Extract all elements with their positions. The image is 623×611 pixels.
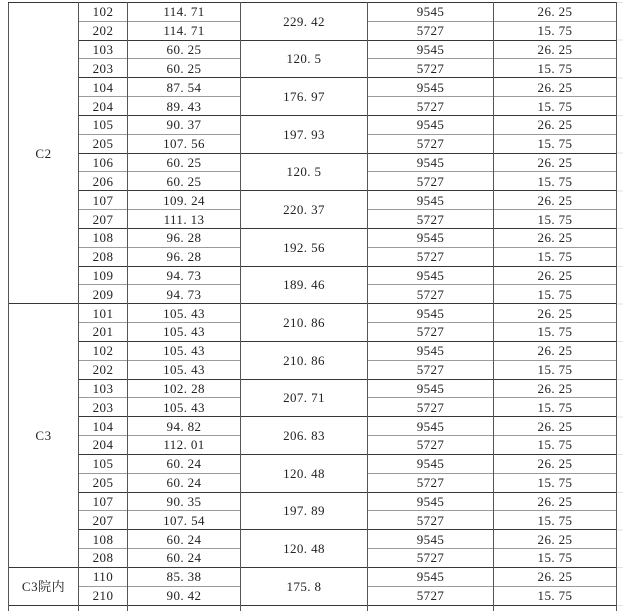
col5-value-cell: 9545 <box>368 304 494 323</box>
pair-total-cell: 207. 71 <box>241 379 368 417</box>
col5-value-cell: 5727 <box>368 210 494 229</box>
table-row-partial <box>9 605 617 611</box>
room-number-cell: 207 <box>79 210 128 229</box>
pair-total-cell: 120. 5 <box>241 40 368 78</box>
area-cell: 114. 71 <box>128 3 241 22</box>
pair-total-cell: 220. 37 <box>241 191 368 229</box>
room-number-cell: 102 <box>79 341 128 360</box>
col5-value-cell: 9545 <box>368 567 494 586</box>
table-row <box>9 3 617 22</box>
area-cell: 107. 54 <box>128 511 241 530</box>
pair-total-cell: 175. 8 <box>241 567 368 605</box>
area-cell: 105. 43 <box>128 341 241 360</box>
area-cell: 60. 25 <box>128 59 241 78</box>
area-cell: 114. 71 <box>128 21 241 40</box>
pair-total-cell: 197. 89 <box>241 492 368 530</box>
col6-value-cell: 26. 25 <box>494 530 617 549</box>
table-row <box>9 78 617 97</box>
col5-value-cell: 5727 <box>368 59 494 78</box>
table-row <box>9 417 617 436</box>
area-cell: 102. 28 <box>128 379 241 398</box>
col6-value-cell: 26. 25 <box>494 454 617 473</box>
col6-value-cell: 26. 25 <box>494 492 617 511</box>
area-cell: 111. 13 <box>128 210 241 229</box>
table-row <box>9 153 617 172</box>
col6-value-cell: 26. 25 <box>494 78 617 97</box>
col5-value-cell: 5727 <box>368 549 494 568</box>
col6-value-cell: 15. 75 <box>494 511 617 530</box>
room-number-cell: 102 <box>79 3 128 22</box>
empty-cell <box>494 605 617 611</box>
room-number-cell: 105 <box>79 454 128 473</box>
col5-value-cell: 5727 <box>368 134 494 153</box>
col6-value-cell: 15. 75 <box>494 323 617 342</box>
col6-value-cell: 26. 25 <box>494 266 617 285</box>
room-number-cell: 105 <box>79 115 128 134</box>
table-row <box>9 492 617 511</box>
area-cell: 94. 73 <box>128 285 241 304</box>
col6-value-cell: 15. 75 <box>494 59 617 78</box>
area-cell: 60. 24 <box>128 454 241 473</box>
room-number-cell: 208 <box>79 549 128 568</box>
area-cell: 105. 43 <box>128 360 241 379</box>
col5-value-cell: 5727 <box>368 473 494 492</box>
area-table-body <box>9 3 617 611</box>
room-number-cell: 109 <box>79 266 128 285</box>
area-cell: 90. 37 <box>128 115 241 134</box>
col5-value-cell: 9545 <box>368 3 494 22</box>
area-cell: 94. 82 <box>128 417 241 436</box>
col6-value-cell: 26. 25 <box>494 567 617 586</box>
col5-value-cell: 5727 <box>368 97 494 116</box>
room-number-cell: 110 <box>79 567 128 586</box>
area-cell: 60. 25 <box>128 172 241 191</box>
room-number-cell: 101 <box>79 304 128 323</box>
col6-value-cell: 15. 75 <box>494 21 617 40</box>
area-cell: 87. 54 <box>128 78 241 97</box>
col5-value-cell: 5727 <box>368 21 494 40</box>
col5-value-cell: 5727 <box>368 247 494 266</box>
col5-value-cell: 9545 <box>368 341 494 360</box>
pair-total-cell: 210. 86 <box>241 304 368 342</box>
col6-value-cell: 15. 75 <box>494 97 617 116</box>
area-cell: 105. 43 <box>128 398 241 417</box>
room-number-cell: 104 <box>79 78 128 97</box>
room-number-cell: 108 <box>79 228 128 247</box>
area-cell: 60. 25 <box>128 40 241 59</box>
col5-value-cell: 5727 <box>368 398 494 417</box>
pair-total-cell: 197. 93 <box>241 115 368 153</box>
empty-cell <box>368 605 494 611</box>
room-number-cell: 202 <box>79 21 128 40</box>
room-number-cell: 202 <box>79 360 128 379</box>
col6-value-cell: 15. 75 <box>494 549 617 568</box>
col6-value-cell: 15. 75 <box>494 172 617 191</box>
col6-value-cell: 15. 75 <box>494 436 617 455</box>
area-cell: 85. 38 <box>128 567 241 586</box>
pair-total-cell: 189. 46 <box>241 266 368 304</box>
pair-total-cell: 176. 97 <box>241 78 368 116</box>
col5-value-cell: 9545 <box>368 417 494 436</box>
table-row <box>9 567 617 586</box>
col6-value-cell: 26. 25 <box>494 191 617 210</box>
col6-value-cell: 15. 75 <box>494 360 617 379</box>
col6-value-cell: 15. 75 <box>494 398 617 417</box>
col6-value-cell: 15. 75 <box>494 134 617 153</box>
col6-value-cell: 15. 75 <box>494 473 617 492</box>
room-number-cell: 207 <box>79 511 128 530</box>
table-row <box>9 40 617 59</box>
room-number-cell: 204 <box>79 436 128 455</box>
col6-value-cell: 26. 25 <box>494 417 617 436</box>
room-number-cell: 203 <box>79 398 128 417</box>
table-row <box>9 228 617 247</box>
area-cell: 94. 73 <box>128 266 241 285</box>
col6-value-cell: 26. 25 <box>494 153 617 172</box>
room-number-cell: 104 <box>79 417 128 436</box>
col6-value-cell: 26. 25 <box>494 3 617 22</box>
pair-total-cell: 192. 56 <box>241 228 368 266</box>
col6-value-cell: 15. 75 <box>494 247 617 266</box>
col5-value-cell: 9545 <box>368 153 494 172</box>
room-number-cell: 107 <box>79 492 128 511</box>
room-number-cell: 107 <box>79 191 128 210</box>
col6-value-cell: 26. 25 <box>494 304 617 323</box>
section-label-cell: C3 <box>9 304 79 568</box>
room-number-cell: 208 <box>79 247 128 266</box>
table-row <box>9 379 617 398</box>
room-number-cell: 103 <box>79 40 128 59</box>
pair-total-cell: 229. 42 <box>241 3 368 41</box>
col6-value-cell: 15. 75 <box>494 586 617 605</box>
area-cell: 89. 43 <box>128 97 241 116</box>
col5-value-cell: 9545 <box>368 78 494 97</box>
section-label-cell: C2 <box>9 3 79 304</box>
table-row <box>9 341 617 360</box>
empty-cell <box>9 605 79 611</box>
col5-value-cell: 9545 <box>368 266 494 285</box>
empty-cell <box>79 605 128 611</box>
col6-value-cell: 26. 25 <box>494 341 617 360</box>
area-cell: 90. 42 <box>128 586 241 605</box>
pair-total-cell: 120. 5 <box>241 153 368 191</box>
area-table <box>8 2 617 611</box>
col5-value-cell: 5727 <box>368 285 494 304</box>
pair-total-cell: 120. 48 <box>241 454 368 492</box>
col5-value-cell: 9545 <box>368 492 494 511</box>
col6-value-cell: 15. 75 <box>494 285 617 304</box>
area-cell: 60. 25 <box>128 153 241 172</box>
room-number-cell: 210 <box>79 586 128 605</box>
table-row <box>9 266 617 285</box>
room-number-cell: 205 <box>79 473 128 492</box>
table-row <box>9 304 617 323</box>
col5-value-cell: 5727 <box>368 586 494 605</box>
col5-value-cell: 9545 <box>368 40 494 59</box>
outside-gridline-strip <box>617 2 623 610</box>
area-cell: 60. 24 <box>128 530 241 549</box>
area-cell: 60. 24 <box>128 473 241 492</box>
room-number-cell: 206 <box>79 172 128 191</box>
col5-value-cell: 5727 <box>368 323 494 342</box>
area-cell: 96. 28 <box>128 228 241 247</box>
col5-value-cell: 9545 <box>368 115 494 134</box>
area-cell: 105. 43 <box>128 304 241 323</box>
col6-value-cell: 26. 25 <box>494 115 617 134</box>
room-number-cell: 108 <box>79 530 128 549</box>
section-label-cell: C3院内 <box>9 567 79 605</box>
table-row <box>9 191 617 210</box>
area-cell: 60. 24 <box>128 549 241 568</box>
area-cell: 105. 43 <box>128 323 241 342</box>
room-number-cell: 205 <box>79 134 128 153</box>
area-cell: 112. 01 <box>128 436 241 455</box>
col5-value-cell: 5727 <box>368 436 494 455</box>
col5-value-cell: 9545 <box>368 454 494 473</box>
room-number-cell: 204 <box>79 97 128 116</box>
table-row <box>9 115 617 134</box>
room-number-cell: 203 <box>79 59 128 78</box>
col6-value-cell: 15. 75 <box>494 210 617 229</box>
col6-value-cell: 26. 25 <box>494 40 617 59</box>
col5-value-cell: 9545 <box>368 191 494 210</box>
pair-total-cell: 120. 48 <box>241 530 368 568</box>
pair-total-cell: 206. 83 <box>241 417 368 455</box>
room-number-cell: 103 <box>79 379 128 398</box>
empty-cell <box>241 605 368 611</box>
area-cell: 96. 28 <box>128 247 241 266</box>
area-cell: 107. 56 <box>128 134 241 153</box>
col6-value-cell: 26. 25 <box>494 379 617 398</box>
room-number-cell: 201 <box>79 323 128 342</box>
room-number-cell: 209 <box>79 285 128 304</box>
table-row <box>9 530 617 549</box>
col5-value-cell: 9545 <box>368 530 494 549</box>
empty-cell <box>128 605 241 611</box>
col6-value-cell: 26. 25 <box>494 228 617 247</box>
col5-value-cell: 5727 <box>368 172 494 191</box>
area-cell: 90. 35 <box>128 492 241 511</box>
col5-value-cell: 5727 <box>368 511 494 530</box>
area-cell: 109. 24 <box>128 191 241 210</box>
col5-value-cell: 9545 <box>368 228 494 247</box>
room-number-cell: 106 <box>79 153 128 172</box>
col5-value-cell: 9545 <box>368 379 494 398</box>
table-row <box>9 454 617 473</box>
col5-value-cell: 5727 <box>368 360 494 379</box>
pair-total-cell: 210. 86 <box>241 341 368 379</box>
